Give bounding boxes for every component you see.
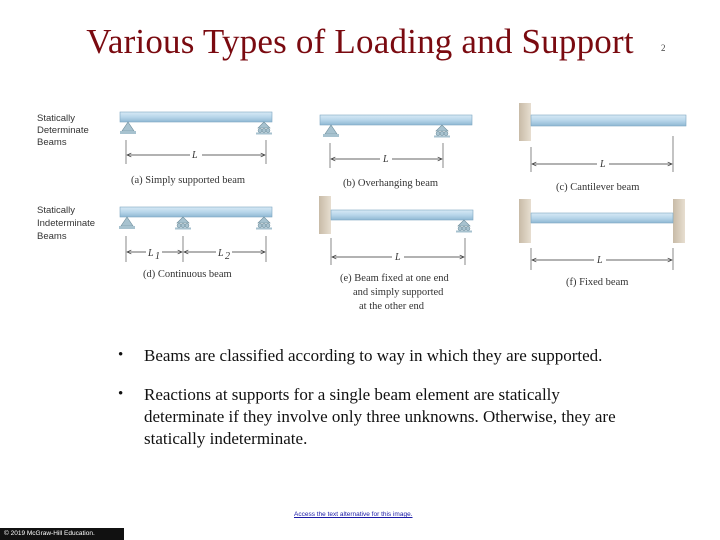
fixed-wall-icon (319, 196, 331, 234)
svg-text:Beams: Beams (37, 231, 67, 242)
caption-d: (d) Continuous beam (143, 269, 232, 280)
copyright-footer: © 2019 McGraw-Hill Education. (0, 528, 124, 540)
fixed-wall-icon (519, 199, 531, 243)
caption-e-line3: at the other end (359, 301, 425, 312)
svg-text:L: L (192, 150, 198, 161)
roller-support-icon (258, 122, 270, 128)
pin-support-icon (121, 217, 133, 226)
svg-text:Determinate: Determinate (37, 125, 89, 136)
fixed-wall-icon (519, 103, 531, 141)
caption-e-line2: and simply supported (353, 287, 444, 298)
bullet-list (118, 345, 638, 467)
row-label-indeterminate (37, 205, 95, 242)
beam-d-continuous (119, 207, 272, 280)
pin-support-icon (122, 122, 134, 131)
svg-text:Statically: Statically (37, 113, 76, 124)
svg-text:L: L (597, 255, 603, 266)
svg-text:L: L (600, 159, 606, 170)
pin-support-icon (325, 125, 337, 134)
fixed-wall-icon (673, 199, 685, 243)
beam-a-simply-supported (120, 112, 272, 186)
bullet-marker: • (118, 347, 124, 363)
bullet-item (118, 345, 638, 367)
svg-text:L: L (218, 248, 224, 259)
svg-text:L: L (395, 252, 401, 263)
bullet-text: Beams are classified according to way in which they are supported. (144, 346, 603, 365)
slide-title: Various Types of Loading and Support (86, 22, 634, 61)
beam-c-cantilever (519, 103, 686, 193)
roller-support-icon (258, 217, 270, 223)
svg-text:Indeterminate: Indeterminate (37, 218, 96, 229)
caption-f: (f) Fixed beam (566, 277, 629, 288)
beam-b-overhanging (320, 115, 472, 189)
slide-number: 2 (661, 43, 666, 53)
caption-b: (b) Overhanging beam (343, 178, 439, 189)
beam-e-propped-cantilever (319, 196, 473, 312)
svg-text:1: 1 (155, 251, 160, 262)
bullet-item (118, 384, 638, 450)
svg-text:Statically: Statically (37, 205, 76, 216)
svg-text:2: 2 (225, 251, 230, 262)
caption-a: (a) Simply supported beam (131, 175, 246, 186)
row-label-determinate (37, 113, 89, 148)
text-alternative-link[interactable]: Access the text alternative for this image. (294, 511, 413, 518)
roller-support-icon (458, 220, 470, 226)
roller-support-icon (177, 217, 189, 223)
caption-c: (c) Cantilever beam (556, 182, 640, 193)
roller-support-icon (436, 125, 448, 131)
bullet-marker: • (118, 386, 124, 402)
beam-f-fixed (519, 199, 685, 288)
svg-text:Beams: Beams (37, 137, 67, 148)
svg-text:L: L (148, 248, 154, 259)
svg-text:L: L (383, 154, 389, 165)
caption-e-line1: (e) Beam fixed at one end (340, 273, 449, 284)
bullet-text: Reactions at supports for a single beam element are statically determinate if they involve only three unknowns. Otherwise, they are statically indeterminate. (144, 385, 616, 448)
